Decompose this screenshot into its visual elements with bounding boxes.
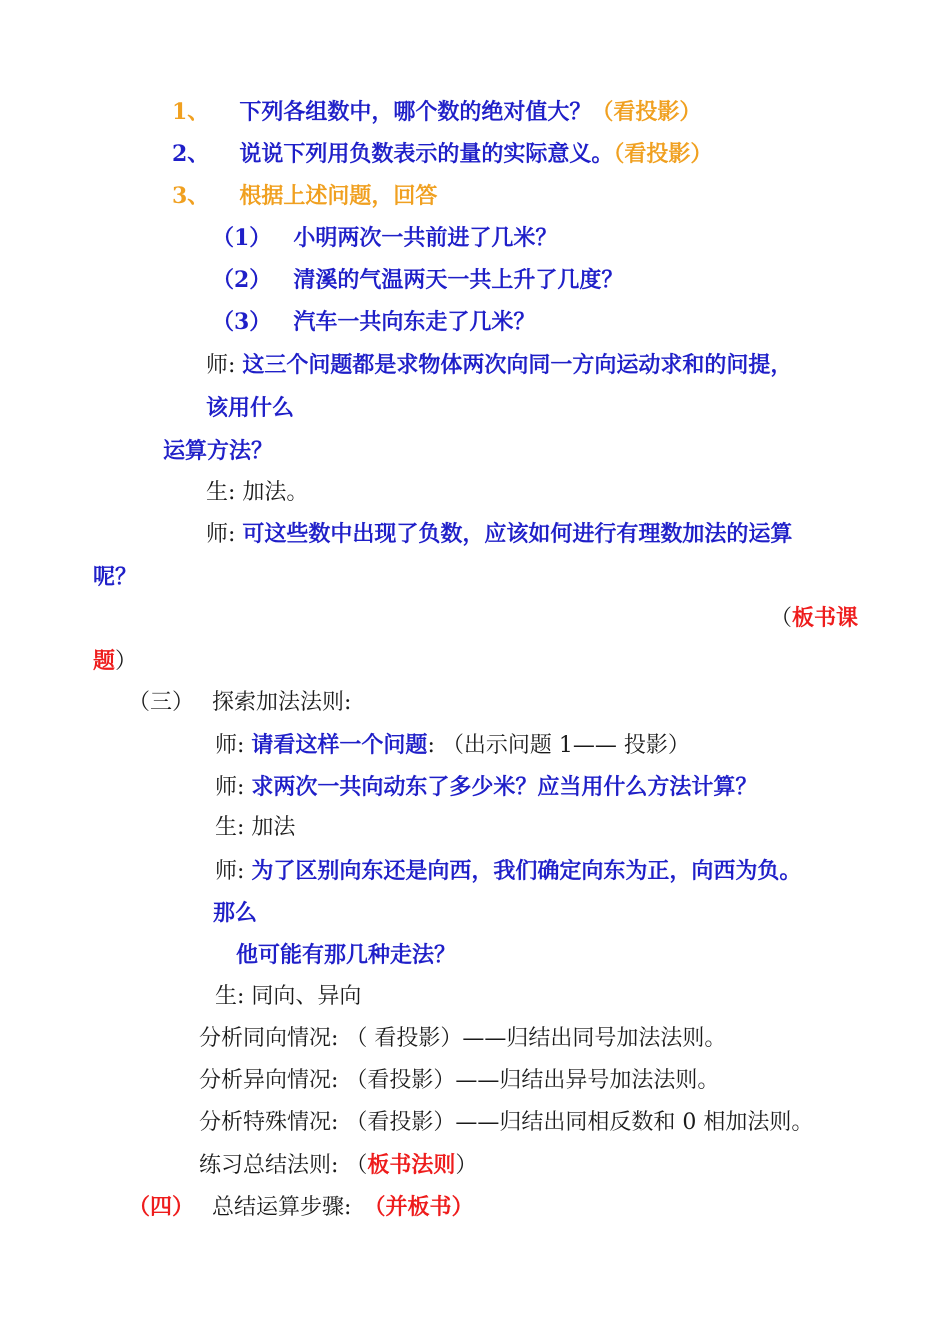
analysis-line-1: 分析同向情况: （ 看投影）——归结出同号加法法则。 [199, 1026, 727, 1051]
list-text: 说说下列用负数表示的量的实际意义。 [239, 141, 614, 167]
board-note [770, 603, 858, 634]
board-note-text: （并板书） [363, 1194, 474, 1220]
question-number: （3） [212, 309, 272, 335]
question-text: 小明两次一共前进了几米？ [293, 225, 558, 251]
teacher-text: 为了区别向东还是向西，我们确定向东为正，向西为负。 [251, 858, 802, 884]
paren: （ [770, 606, 793, 631]
teacher-line-1-cont2: 运算方法？ [163, 438, 274, 464]
student-answer-2: 生: 加法 [215, 815, 296, 840]
list-item-3 [172, 181, 437, 211]
speaker-label: 师: [206, 353, 236, 378]
paren: ） [115, 649, 138, 674]
question-text: 清溪的气温两天一共上升了几度？ [293, 267, 624, 293]
teacher-line-2-cont: 呢？ [93, 564, 138, 590]
teacher-line-5 [215, 856, 801, 887]
section-heading-3 [128, 688, 351, 718]
section-title: 探索加法法则: [212, 690, 352, 715]
question-text: 汽车一共向东走了几米？ [293, 309, 536, 335]
analysis-line-3: 分析特殊情况: （看投影）——归结出同相反数和 0 相加法则。 [199, 1110, 814, 1135]
list-item-2 [172, 139, 712, 169]
speaker-label: 师: [215, 775, 245, 800]
teacher-text: 可这些数中出现了负数，应该如何进行有理数加法的运算 [242, 521, 793, 547]
teacher-line-1 [206, 350, 792, 381]
list-item-1 [172, 97, 701, 127]
teacher-text: 请看这样一个问题 [251, 732, 428, 758]
list-text: 根据上述问题，回答 [239, 183, 438, 209]
list-note: （看投影） [613, 141, 713, 167]
teacher-line-2 [206, 519, 792, 550]
list-number: 2、 [172, 141, 210, 167]
list-number: 3、 [172, 183, 210, 209]
teacher-line-1-cont: 该用什么 [206, 395, 295, 421]
list-text: 下列各组数中，哪个数的绝对值大？ [239, 99, 592, 125]
list-number: 1、 [172, 99, 210, 125]
question-1 [212, 223, 557, 253]
analysis-line-2: 分析异向情况: （看投影）——归结出异号加法法则。 [199, 1068, 720, 1093]
speaker-label: 师: [215, 859, 245, 884]
section-heading-4 [128, 1192, 473, 1223]
board-note-text: 板书课 [792, 605, 859, 631]
teacher-text: 求两次一共向动东了多少米？应当用什么方法计算？ [251, 774, 758, 800]
teacher-line-4 [215, 772, 757, 803]
student-answer-3: 生: 同向、异向 [215, 984, 362, 1009]
section-title: 总结运算步骤: [212, 1195, 352, 1220]
speaker-label: 师: [215, 733, 245, 758]
list-note: （看投影） [591, 99, 702, 125]
question-number: （2） [212, 267, 272, 293]
student-answer-1: 生: 加法。 [206, 480, 309, 505]
analysis-text: 练习总结法则: （ [199, 1153, 368, 1178]
teacher-line-3 [215, 730, 690, 761]
paren: ） [455, 1153, 478, 1178]
teacher-line-5-cont2: 他可能有那几种走法？ [236, 942, 457, 968]
question-2 [212, 265, 623, 295]
section-number: （四） [128, 1194, 195, 1220]
speaker-label: 师: [206, 522, 236, 547]
teacher-note: : （出示问题 1—— 投影） [427, 733, 690, 758]
question-3 [212, 307, 535, 337]
board-note-text: 板书法则 [367, 1152, 456, 1178]
board-note-cont [93, 646, 137, 677]
teacher-text: 这三个问题都是求物体两次向同一方向运动求和的问提， [242, 352, 793, 378]
teacher-line-5-cont: 那么 [213, 900, 258, 926]
section-number: （三） [128, 690, 195, 715]
board-note-text: 题 [93, 648, 116, 674]
analysis-line-4 [199, 1150, 477, 1181]
question-number: （1） [212, 225, 272, 251]
